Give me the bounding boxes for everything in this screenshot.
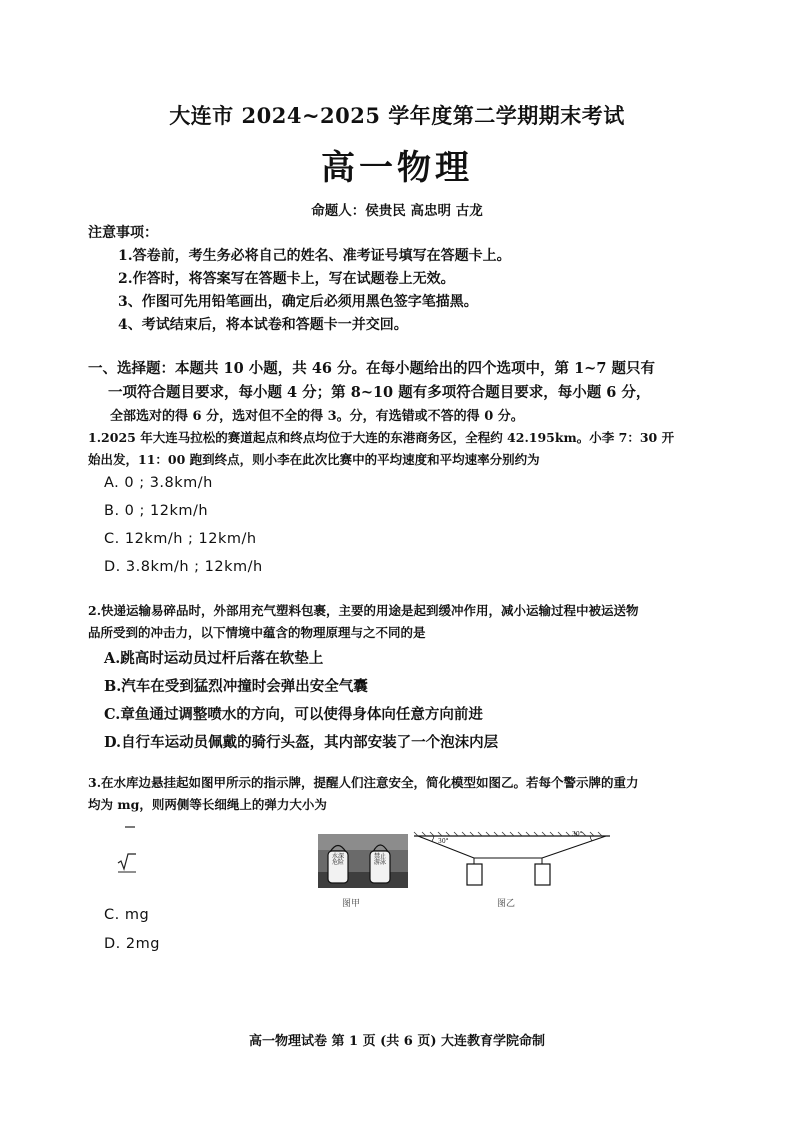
notice-heading: 注意事项： (88, 225, 158, 241)
section-heading: 一、选择题：本题共 10 小题，共 46 分。在每小题给出的四个选项中，第 1~7 题只有 (88, 360, 655, 377)
section-heading-line: 全部选对的得 6 分，选对但不全的得 3。分，有选错或不答的得 0 分。 (110, 409, 524, 424)
question-1-stem: 1.2025 年大连马拉松的赛道起点和终点均位于大连的东港商务区，全程约 42.195km。小李 7：30 开 (88, 430, 675, 445)
question-1-option-a: A. 0 ; 3.8km/h (104, 475, 213, 491)
question-2-stem-line: 品所受到的冲击力，以下情境中蕴含的物理原理与之不同的是 (88, 625, 426, 640)
figure-a-photo (318, 834, 408, 888)
question-2-option-c: C.章鱼通过调整喷水的方向，可以使得身体向任意方向前进 (104, 706, 483, 723)
sign-left-text: 水深危险 (332, 853, 345, 866)
sqrt-icon (116, 851, 138, 877)
question-3-stem-line: 均为 mg，则两侧等长细绳上的弹力大小为 (88, 797, 327, 812)
page-footer: 高一物理试卷 第 1 页 (共 6 页) 大连教育学院命制 (248, 1034, 546, 1049)
angle-right-label: 30° (572, 831, 583, 838)
option-fraction-mark (123, 821, 137, 836)
figure-b-diagram (412, 830, 612, 890)
notice-item: 1.答卷前，考生务必将自己的姓名、准考证号填写在答题卡上。 (118, 248, 511, 264)
subject-title: 高一物理 (321, 148, 473, 188)
notice-item: 2.作答时，将答案写在答题卡上，写在试题卷上无效。 (118, 271, 455, 287)
figure-a-caption: 图甲 (342, 899, 361, 909)
authors-line: 命题人：侯贵民 高忠明 古龙 (311, 203, 483, 219)
question-1-option-c: C. 12km/h ; 12km/h (104, 531, 257, 547)
notice-item: 4、考试结束后，将本试卷和答题卡一并交回。 (118, 317, 408, 333)
question-2-option-a: A.跳高时运动员过杆后落在软垫上 (104, 650, 324, 667)
exam-title: 大连市 2024~2025 学年度第二学期期末考试 (169, 103, 625, 128)
angle-left-label: 30° (438, 838, 449, 845)
question-1-option-d: D. 3.8km/h ; 12km/h (104, 559, 263, 575)
question-3-option-d: D. 2mg (104, 936, 160, 952)
question-3-option-c: C. mg (104, 907, 150, 923)
section-heading-line: 一项符合题目要求，每小题 4 分；第 8~10 题有多项符合题目要求，每小题 6 分， (108, 384, 651, 401)
question-2-option-d: D.自行车运动员佩戴的骑行头盔，其内部安装了一个泡沫内层 (104, 734, 499, 751)
question-2-option-b: B.汽车在受到猛烈冲撞时会弹出安全气囊 (104, 678, 368, 695)
sign-right-text: 禁止游泳 (374, 853, 387, 866)
question-2-stem: 2.快递运输易碎品时，外部用充气塑料包裹，主要的用途是起到缓冲作用，减小运输过程中被运送物 (88, 603, 639, 618)
question-3-stem: 3.在水库边悬挂起如图甲所示的指示牌，提醒人们注意安全，简化模型如图乙。若每个警示牌的重力 (88, 775, 639, 790)
notice-item: 3、作图可先用铅笔画出，确定后必须用黑色签字笔描黑。 (118, 294, 478, 310)
figure-b-caption: 图乙 (497, 899, 516, 909)
question-1-stem-line: 始出发，11：00 跑到终点，则小李在此次比赛中的平均速度和平均速率分别约为 (88, 452, 540, 467)
question-1-option-b: B. 0 ; 12km/h (104, 503, 209, 519)
